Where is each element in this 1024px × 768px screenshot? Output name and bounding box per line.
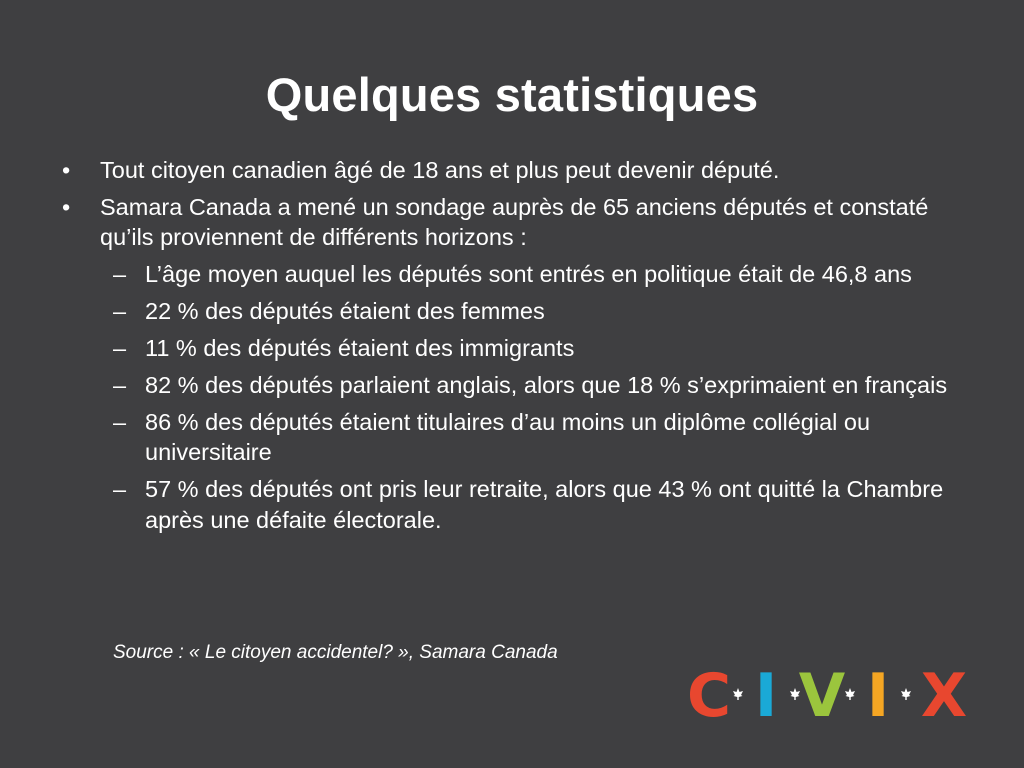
sub-bullet-marker: – xyxy=(113,476,127,502)
sub-bullet-text: 82 % des députés parlaient anglais, alors que 18 % s’exprimaient en français xyxy=(145,371,948,398)
sub-bullet-marker: – xyxy=(113,297,127,324)
logo-letter-i: I xyxy=(754,666,778,722)
logo-letter-i: I xyxy=(866,666,890,722)
bullet-text: Tout citoyen canadien âgé de 18 ans et plus peut devenir député. xyxy=(100,157,780,183)
sub-bullet-text: 86 % des députés étaient titulaires d’au moins un diplôme collégial ou universitaire xyxy=(145,408,871,465)
sub-bullet-text: L’âge moyen auquel les députés sont entrés en politique était de 46,8 ans xyxy=(145,260,912,287)
sub-bullet-list xyxy=(100,259,964,536)
civix-logo xyxy=(682,666,978,722)
sub-bullet-item xyxy=(100,259,964,290)
slide-title: Quelques statistiques xyxy=(265,68,759,121)
logo-letter-x: X xyxy=(920,666,968,722)
bullet-item xyxy=(59,155,964,186)
sub-bullet-item xyxy=(100,333,964,364)
bullet-item xyxy=(59,192,964,536)
logo-letter-v: V xyxy=(798,666,846,722)
sub-bullet-text: 57 % des députés ont pris leur retraite, alors que 43 % ont quitté la Chambre après une défaite électorale. xyxy=(145,476,944,533)
logo-letter-c: C xyxy=(686,666,732,722)
sub-bullet-item xyxy=(100,407,964,468)
sub-bullet-text: 22 % des députés étaient des femmes xyxy=(145,297,545,324)
sub-bullet-marker: – xyxy=(113,334,127,361)
source-citation: Source : « Le citoyen accidentel? », Samara Canada xyxy=(113,642,558,663)
sub-bullet-marker: – xyxy=(113,260,127,287)
maple-leaf-icon xyxy=(845,688,855,700)
sub-bullet-marker: – xyxy=(113,371,127,398)
bullet-marker: • xyxy=(62,193,71,220)
bullet-list xyxy=(59,155,964,542)
sub-bullet-item xyxy=(100,370,964,401)
sub-bullet-marker: – xyxy=(113,408,127,435)
logo-wordmark xyxy=(687,666,967,722)
bullet-text: Samara Canada a mené un sondage auprès de 65 anciens députés et constaté qu’ils proviennent de différents horizons : xyxy=(100,193,929,250)
sub-bullet-text: 11 % des députés étaient des immigrants xyxy=(145,334,575,361)
sub-bullet-item xyxy=(100,296,964,327)
sub-bullet-item xyxy=(100,474,964,535)
maple-leaf-icon xyxy=(733,688,743,700)
bullet-marker: • xyxy=(62,157,71,183)
maple-leaf-icon xyxy=(901,688,911,700)
